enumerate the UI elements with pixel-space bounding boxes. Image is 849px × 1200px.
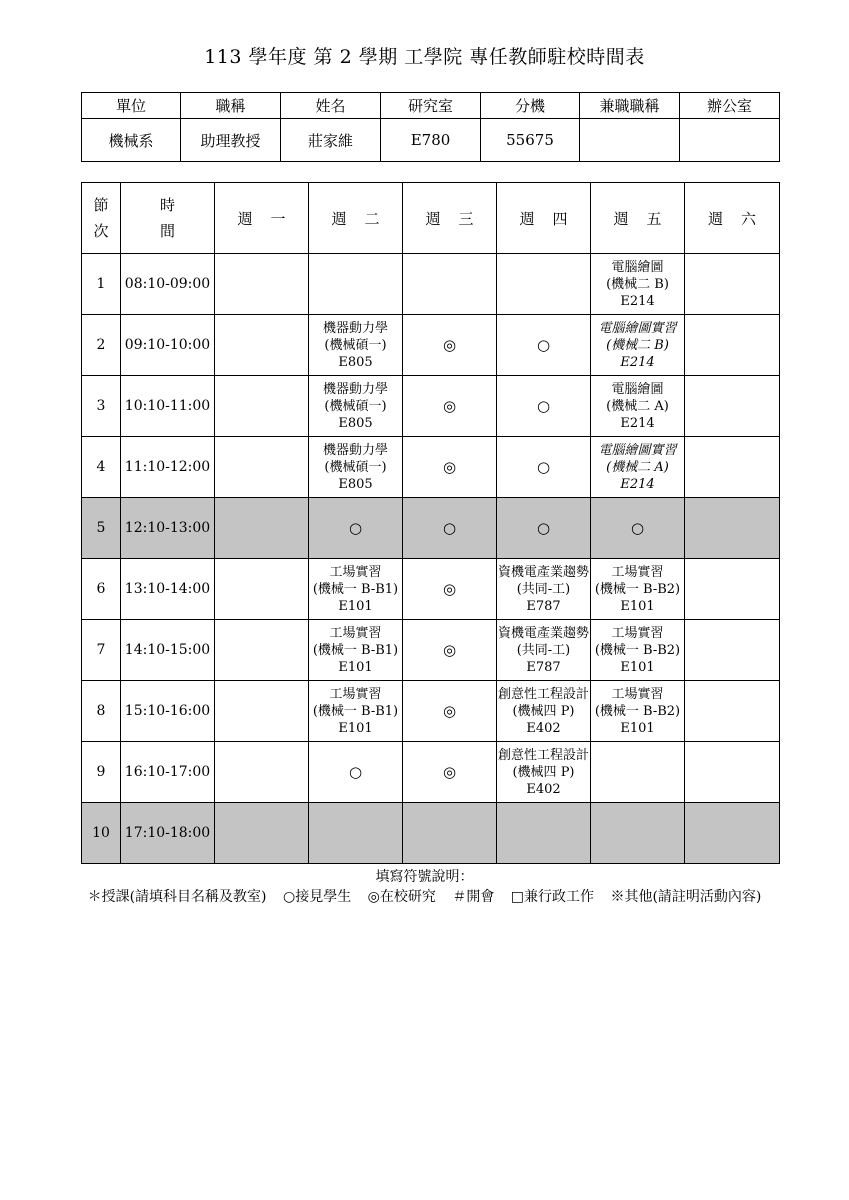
info-header-concurrent-title: 兼職職稱	[580, 93, 680, 119]
info-header-office: 辦公室	[680, 93, 780, 119]
schedule-cell-fri	[591, 437, 685, 498]
schedule-entry-line: E805	[338, 476, 373, 492]
schedule-cell-mon	[215, 254, 309, 315]
schedule-cell-tue	[309, 559, 403, 620]
schedule-entry-line: 資機電產業趨勢	[497, 625, 589, 641]
schedule-entry-line: (機械四 P)	[512, 703, 575, 719]
schedule-symbol: ○	[536, 518, 551, 537]
schedule-entry-line: 電腦繪圖	[611, 381, 664, 397]
info-header-name: 姓名	[281, 93, 381, 119]
schedule-entry-line: (機械一 B-B1)	[312, 703, 399, 719]
schedule-cell-tue	[309, 315, 403, 376]
schedule-symbol: ○	[348, 762, 363, 781]
schedule-symbol: ◎	[442, 579, 457, 598]
time-header-bottom: 間	[159, 222, 175, 240]
schedule-entry-line: (共同-工)	[516, 581, 571, 597]
schedule-cell-mon	[215, 803, 309, 864]
schedule-cell-tue	[309, 803, 403, 864]
schedule-cell-thu	[497, 681, 591, 742]
day-header-thu	[497, 183, 591, 254]
schedule-cell-fri	[591, 498, 685, 559]
schedule-entry-line: (機械碩一)	[324, 398, 387, 414]
schedule-symbol: ◎	[442, 640, 457, 659]
period-number: 6	[82, 559, 121, 620]
day-header-thu-label: 週四	[519, 209, 586, 228]
day-header-tue-label: 週二	[331, 209, 398, 228]
period-number: 10	[82, 803, 121, 864]
schedule-row	[82, 437, 780, 498]
schedule-row	[82, 498, 780, 559]
schedule-entry-line: (機械一 B-B1)	[312, 581, 399, 597]
info-value-name: 莊家維	[281, 119, 381, 162]
schedule-symbol: ◎	[442, 396, 457, 415]
day-header-tue	[309, 183, 403, 254]
schedule-cell-wed	[403, 620, 497, 681]
schedule-entry-line: E805	[338, 354, 373, 370]
legend-item-meeting: ＃開會	[452, 889, 495, 905]
schedule-entry-line: E214	[620, 354, 655, 370]
schedule-symbol: ◎	[442, 762, 457, 781]
schedule-entry-line: 機器動力學	[322, 381, 388, 397]
schedule-cell-mon	[215, 559, 309, 620]
schedule-cell-sat	[685, 620, 780, 681]
schedule-cell-thu	[497, 742, 591, 803]
period-time: 16:10-17:00	[121, 742, 215, 803]
schedule-cell-wed	[403, 498, 497, 559]
period-number: 2	[82, 315, 121, 376]
schedule-cell-mon	[215, 620, 309, 681]
schedule-header-row	[82, 183, 780, 254]
schedule-cell-sat	[685, 681, 780, 742]
schedule-entry-line: (機械四 P)	[512, 764, 575, 780]
schedule-entry-line: 創意性工程設計	[497, 747, 589, 763]
schedule-symbol: ○	[348, 518, 363, 537]
schedule-cell-mon	[215, 498, 309, 559]
schedule-cell-thu	[497, 254, 591, 315]
schedule-entry-line: (共同-工)	[516, 642, 571, 658]
schedule-cell-wed	[403, 437, 497, 498]
schedule-cell-sat	[685, 437, 780, 498]
schedule-entry-line: E101	[338, 720, 373, 736]
schedule-entry-line: E101	[620, 598, 655, 614]
legend-item-teaching: ＊授課(請填科目名稱及教室)	[87, 889, 267, 905]
schedule-entry-line: 工場實習	[611, 564, 664, 580]
schedule-cell-thu	[497, 803, 591, 864]
schedule-cell-sat	[685, 803, 780, 864]
schedule-cell-sat	[685, 498, 780, 559]
schedule-cell-thu	[497, 559, 591, 620]
period-number: 3	[82, 376, 121, 437]
schedule-entry-line: 工場實習	[611, 625, 664, 641]
day-header-sat	[685, 183, 780, 254]
schedule-cell-sat	[685, 376, 780, 437]
schedule-entry-line: E402	[526, 720, 561, 736]
schedule-entry-line: E787	[526, 659, 561, 675]
info-value-title: 助理教授	[181, 119, 281, 162]
schedule-entry-line: (機械碩一)	[324, 337, 387, 353]
schedule-entry-line: 工場實習	[329, 686, 382, 702]
day-header-mon	[215, 183, 309, 254]
info-header-row	[82, 93, 780, 119]
schedule-cell-fri	[591, 681, 685, 742]
schedule-cell-fri	[591, 376, 685, 437]
schedule-cell-tue	[309, 742, 403, 803]
period-time: 17:10-18:00	[121, 803, 215, 864]
info-header-extension: 分機	[481, 93, 580, 119]
schedule-row	[82, 559, 780, 620]
schedule-symbol: ○	[536, 396, 551, 415]
time-header	[121, 183, 215, 254]
period-time: 11:10-12:00	[121, 437, 215, 498]
period-number: 8	[82, 681, 121, 742]
schedule-cell-fri	[591, 254, 685, 315]
period-time: 14:10-15:00	[121, 620, 215, 681]
schedule-entry-line: 機器動力學	[322, 320, 388, 336]
page-title: 113 學年度 第 2 學期 工學院 專任教師駐校時間表	[204, 46, 645, 68]
period-header	[82, 183, 121, 254]
schedule-entry-line: 電腦繪圖實習	[598, 320, 677, 336]
schedule-symbol: ○	[630, 518, 645, 537]
info-value-office	[680, 119, 780, 162]
period-header-bottom: 次	[93, 222, 109, 240]
schedule-symbol: ◎	[442, 701, 457, 720]
schedule-entry-line: 工場實習	[611, 686, 664, 702]
period-time: 10:10-11:00	[121, 376, 215, 437]
schedule-row	[82, 376, 780, 437]
schedule-entry-line: E214	[620, 476, 655, 492]
schedule-entry-line: (機械二 A)	[606, 459, 669, 475]
schedule-entry-line: (機械一 B-B1)	[312, 642, 399, 658]
schedule-cell-tue	[309, 681, 403, 742]
schedule-cell-mon	[215, 437, 309, 498]
schedule-entry-line: 工場實習	[329, 564, 382, 580]
day-header-wed-label: 週三	[425, 209, 492, 228]
schedule-cell-tue	[309, 498, 403, 559]
schedule-row	[82, 681, 780, 742]
schedule-entry-line: 資機電產業趨勢	[497, 564, 589, 580]
period-time: 13:10-14:00	[121, 559, 215, 620]
schedule-cell-wed	[403, 315, 497, 376]
schedule-entry-line: 工場實習	[329, 625, 382, 641]
schedule-cell-mon	[215, 742, 309, 803]
schedule-cell-sat	[685, 559, 780, 620]
schedule-cell-tue	[309, 376, 403, 437]
schedule-cell-sat	[685, 742, 780, 803]
schedule-row	[82, 742, 780, 803]
schedule-entry-line: (機械二 B)	[606, 337, 669, 353]
schedule-row	[82, 620, 780, 681]
period-time: 08:10-09:00	[121, 254, 215, 315]
info-value-extension: 55675	[481, 119, 580, 162]
schedule-entry-line: (機械一 B-B2)	[594, 703, 681, 719]
schedule-cell-wed	[403, 742, 497, 803]
day-header-fri	[591, 183, 685, 254]
period-time: 15:10-16:00	[121, 681, 215, 742]
schedule-cell-sat	[685, 254, 780, 315]
schedule-cell-fri	[591, 803, 685, 864]
schedule-entry-line: (機械二 B)	[606, 276, 669, 292]
schedule-cell-mon	[215, 681, 309, 742]
schedule-row	[82, 254, 780, 315]
schedule-entry-line: (機械一 B-B2)	[594, 581, 681, 597]
period-time: 12:10-13:00	[121, 498, 215, 559]
schedule-cell-wed	[403, 559, 497, 620]
schedule-entry-line: 創意性工程設計	[497, 686, 589, 702]
schedule-cell-mon	[215, 376, 309, 437]
day-header-wed	[403, 183, 497, 254]
time-header-top: 時	[159, 196, 175, 214]
schedule-cell-sat	[685, 315, 780, 376]
schedule-table	[81, 182, 780, 864]
schedule-cell-thu	[497, 376, 591, 437]
info-value-unit: 機械系	[82, 119, 181, 162]
schedule-cell-thu	[497, 498, 591, 559]
schedule-cell-wed	[403, 254, 497, 315]
schedule-cell-thu	[497, 315, 591, 376]
schedule-entry-line: 機器動力學	[322, 442, 388, 458]
info-value-row	[82, 119, 780, 162]
schedule-entry-line: E402	[526, 781, 561, 797]
legend-item-other: ※其他(請註明活動內容)	[610, 889, 762, 905]
schedule-symbol: ◎	[442, 457, 457, 476]
schedule-entry-line: E101	[338, 659, 373, 675]
info-header-title: 職稱	[181, 93, 281, 119]
legend	[0, 886, 849, 906]
info-header-lab: 研究室	[381, 93, 481, 119]
schedule-cell-fri	[591, 315, 685, 376]
schedule-entry-line: E101	[620, 720, 655, 736]
legend-item-student-meeting: ○接見學生	[282, 889, 352, 905]
legend-item-research: ◎在校研究	[367, 889, 436, 905]
schedule-entry-line: 電腦繪圖實習	[598, 442, 677, 458]
schedule-entry-line: (機械二 A)	[606, 398, 669, 414]
period-number: 5	[82, 498, 121, 559]
schedule-row	[82, 803, 780, 864]
schedule-entry-line: E101	[338, 598, 373, 614]
schedule-cell-fri	[591, 742, 685, 803]
period-number: 9	[82, 742, 121, 803]
schedule-cell-wed	[403, 376, 497, 437]
schedule-cell-thu	[497, 437, 591, 498]
period-number: 1	[82, 254, 121, 315]
schedule-entry-line: E214	[620, 293, 655, 309]
schedule-cell-thu	[497, 620, 591, 681]
period-number: 4	[82, 437, 121, 498]
day-header-fri-label: 週五	[613, 209, 680, 228]
info-value-lab: E780	[381, 119, 481, 162]
period-header-top: 節	[93, 196, 109, 214]
info-value-concurrent-title	[580, 119, 680, 162]
period-time: 09:10-10:00	[121, 315, 215, 376]
schedule-symbol: ◎	[442, 335, 457, 354]
schedule-cell-wed	[403, 681, 497, 742]
period-number: 7	[82, 620, 121, 681]
legend-title: 填寫符號說明：	[375, 869, 474, 885]
info-header-unit: 單位	[82, 93, 181, 119]
schedule-entry-line: (機械一 B-B2)	[594, 642, 681, 658]
schedule-entry-line: (機械碩一)	[324, 459, 387, 475]
schedule-cell-wed	[403, 803, 497, 864]
schedule-cell-mon	[215, 315, 309, 376]
schedule-entry-line: E805	[338, 415, 373, 431]
teacher-info-table	[81, 92, 780, 162]
schedule-cell-tue	[309, 437, 403, 498]
schedule-entry-line: E101	[620, 659, 655, 675]
schedule-cell-fri	[591, 620, 685, 681]
schedule-symbol: ○	[536, 457, 551, 476]
schedule-symbol: ○	[442, 518, 457, 537]
schedule-cell-fri	[591, 559, 685, 620]
schedule-cell-tue	[309, 254, 403, 315]
schedule-symbol: ○	[536, 335, 551, 354]
schedule-cell-tue	[309, 620, 403, 681]
schedule-entry-line: E214	[620, 415, 655, 431]
day-header-sat-label: 週六	[707, 209, 774, 228]
schedule-row	[82, 315, 780, 376]
day-header-mon-label: 週一	[237, 209, 304, 228]
legend-item-admin: □兼行政工作	[510, 889, 595, 905]
schedule-entry-line: 電腦繪圖	[611, 259, 664, 275]
schedule-entry-line: E787	[526, 598, 561, 614]
